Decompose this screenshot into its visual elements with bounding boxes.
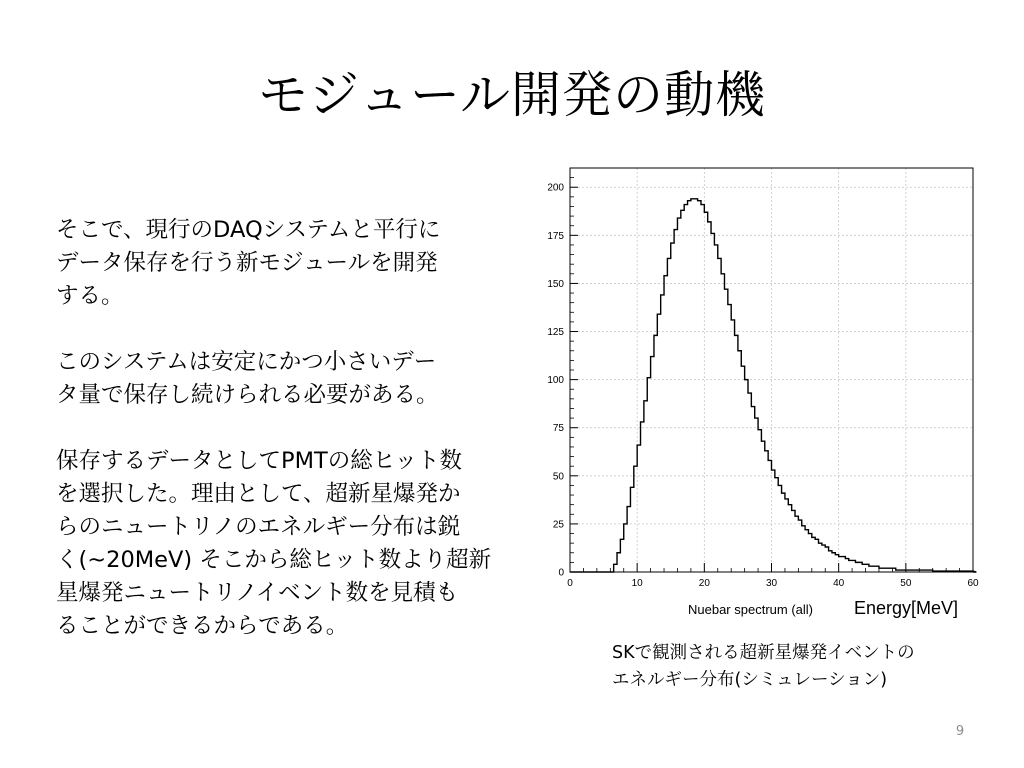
paragraph-hit-count: 保存するデータとしてPMTの総ヒット数 を選択した。理由として、超新星爆発か らのニュートリノのエネルギー分布は鋭 く(~20MeV) そこから総ヒット数より超新 星爆発ニュートリノイベント数を見積も ることができるからである。 xyxy=(56,448,492,639)
x-axis-title: Nuebar spectrum (all) xyxy=(688,602,813,617)
x-tick-label: 20 xyxy=(698,578,710,589)
figure-caption: SKで観測される超新星爆発イベントの エネルギー分布(シミュレーション) xyxy=(612,643,915,690)
energy-spectrum-chart xyxy=(530,160,1010,630)
x-tick-label: 30 xyxy=(765,578,778,589)
grid-layer xyxy=(570,168,973,572)
x-tick-label: 10 xyxy=(631,578,643,589)
paragraph-stability: このシステムは安定にかつ小さいデー タ量で保存し続けられる必要がある。 xyxy=(56,349,439,408)
x-tick-label: 60 xyxy=(967,578,979,589)
body-text xyxy=(56,214,526,676)
y-tick-label: 125 xyxy=(547,327,564,339)
x-tick-label: 40 xyxy=(833,578,845,589)
y-tick-label: 50 xyxy=(552,471,564,483)
histogram-line xyxy=(570,199,976,572)
histogram-svg xyxy=(530,160,1010,630)
y-tick-label: 25 xyxy=(552,519,564,531)
slide-title: モジュール開発の動機 xyxy=(258,66,766,124)
x-tick-label: 50 xyxy=(900,578,912,589)
x-axis-unit: Energy[MeV] xyxy=(854,598,959,618)
ticks-layer xyxy=(547,178,979,589)
y-tick-label: 75 xyxy=(552,423,564,435)
paragraph-daq-module: そこで、現行のDAQシステムと平行に データ保存を行う新モジュールを開発 する。 xyxy=(56,217,441,309)
y-tick-label: 100 xyxy=(547,375,564,387)
y-tick-label: 200 xyxy=(547,182,564,194)
y-tick-label: 0 xyxy=(558,567,564,579)
page-number: 9 xyxy=(955,724,965,739)
x-tick-label: 0 xyxy=(567,578,573,589)
y-tick-label: 175 xyxy=(547,230,564,242)
y-tick-label: 150 xyxy=(547,278,564,290)
